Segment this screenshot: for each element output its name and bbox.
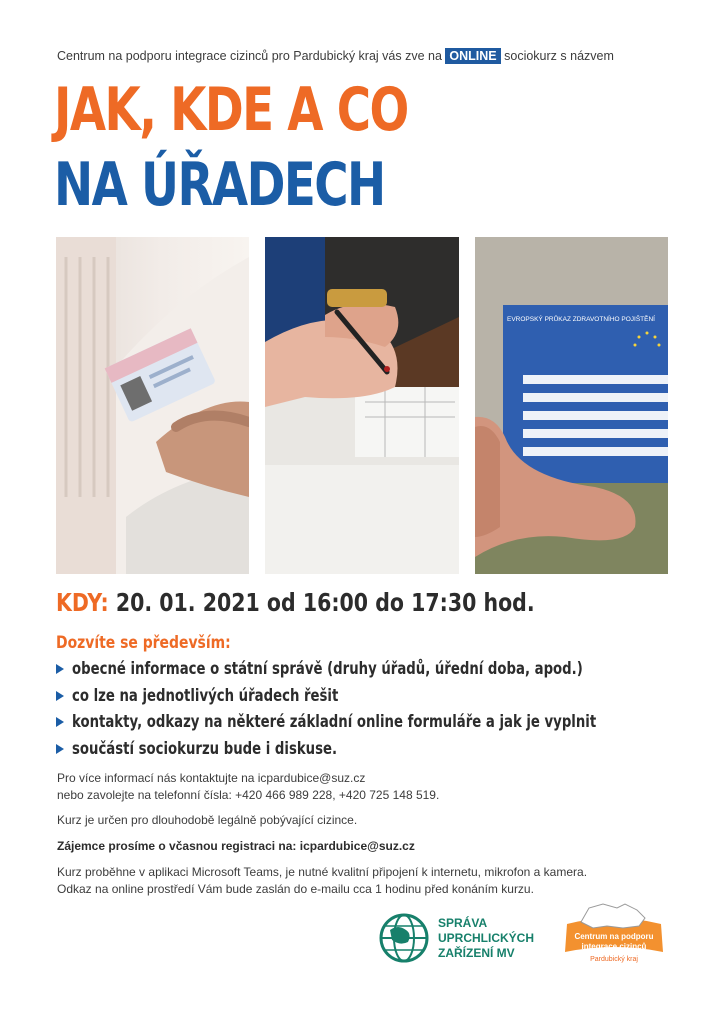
triangle-bullet-icon [56,664,64,674]
triangle-bullet-icon [56,717,64,727]
list-item [56,656,724,683]
triangle-bullet-icon [56,744,64,754]
suz-logo-text [438,916,534,961]
list-item-text: co lze na jednotlivých úřadech řešit [72,685,339,706]
globe-icon [378,912,430,964]
photo-residence-card [56,237,249,574]
contact-phone-line: nebo zavolejte na telefonní čísla: +420 466 989 228, +420 725 148 519. [57,788,440,802]
learn-list [56,656,724,762]
teams-requirements: Kurz proběhne v aplikaci Microsoft Teams, je nutné kvalitní připojení k internetu, mikrofon a kamera. [57,865,588,879]
course-schedule [56,588,535,617]
course-title-line1: JAK, KDE A CO [54,75,408,145]
list-item [56,709,724,736]
teams-info [57,864,587,898]
audience-note: Kurz je určen pro dlouhodobě legálně pobývající cizince. [57,813,358,827]
schedule-value: 20. 01. 2021 od 16:00 do 17:30 hod. [115,588,535,617]
registration-note: Zájemce prosíme o včasnou registraci na: icpardubice@suz.cz [57,839,415,853]
list-item-text: kontakty, odkazy na některé základní online formuláře a jak je vyplnit [72,712,597,733]
list-item-text: součástí sociokurzu bude i diskuse. [72,738,338,759]
invitation-suffix: sociokurz s názvem [504,49,614,63]
invitation-line [57,49,614,63]
icp-logo-text [559,932,669,952]
icp-logo-line: Centrum na podporu [574,932,654,941]
card-caption: EVROPSKÝ PRŮKAZ ZDRAVOTNÍHO POJIŠTĚNÍ [507,316,655,323]
contact-email-line: Pro více informací nás kontaktujte na icpardubice@suz.cz [57,771,366,785]
photo-health-insurance-card [475,237,668,574]
icp-logo-line: integrace cizinců [581,942,647,951]
course-title-line2: NA ÚŘADECH [54,150,385,220]
suz-logo-line: UPRCHLICKÝCH [438,930,534,945]
icp-logo-region: Pardubický kraj [590,956,638,963]
list-item [56,736,724,763]
learn-heading: Dozvíte se především: [56,633,231,653]
list-item-text: obecné informace o státní správě (druhy úřadů, úřední doba, apod.) [72,659,583,680]
photo-signing-form [265,237,459,574]
online-badge: ONLINE [445,48,500,64]
invitation-text: Centrum na podporu integrace cizinců pro Pardubický kraj vás zve na [57,49,442,63]
schedule-label: KDY: [56,588,109,617]
teams-link-note: Odkaz na online prostředí Vám bude zaslán do e-mailu cca 1 hodinu před konáním kurzu. [57,882,534,896]
triangle-bullet-icon [56,691,64,701]
suz-logo [378,912,534,964]
contact-info [57,770,439,804]
list-item [56,683,724,710]
icp-logo [559,898,669,968]
suz-logo-line: ZAŘÍZENÍ MV [438,945,515,960]
suz-logo-line: SPRÁVA [438,915,488,930]
